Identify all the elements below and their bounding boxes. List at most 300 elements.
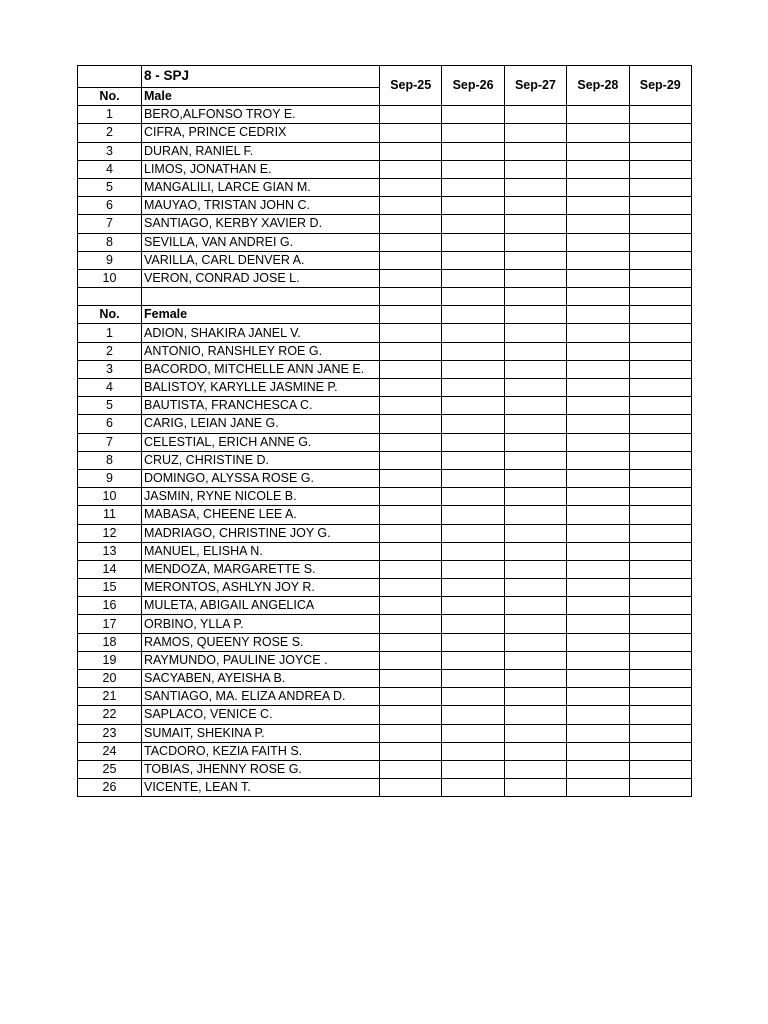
female-student-row: [78, 506, 692, 524]
date-header: Sep-26: [442, 66, 504, 106]
attendance-cell[interactable]: [629, 324, 691, 342]
attendance-cell[interactable]: [567, 233, 629, 251]
student-number: 4: [78, 379, 142, 397]
attendance-cell[interactable]: [442, 142, 504, 160]
attendance-cell[interactable]: [442, 451, 504, 469]
student-number: 3: [78, 142, 142, 160]
female-student-row: [78, 633, 692, 651]
attendance-cell[interactable]: [504, 506, 566, 524]
student-name: MERONTOS, ASHLYN JOY R.: [142, 579, 380, 597]
blank-cell: [567, 306, 629, 324]
attendance-cell[interactable]: [567, 215, 629, 233]
attendance-table-body: [78, 66, 692, 797]
attendance-cell[interactable]: [442, 397, 504, 415]
attendance-cell[interactable]: [442, 742, 504, 760]
student-number: 12: [78, 524, 142, 542]
female-student-row: [78, 560, 692, 578]
attendance-cell[interactable]: [629, 633, 691, 651]
attendance-cell[interactable]: [504, 560, 566, 578]
student-number: 10: [78, 488, 142, 506]
student-name: MANGALILI, LARCE GIAN M.: [142, 178, 380, 196]
attendance-cell[interactable]: [504, 124, 566, 142]
attendance-cell[interactable]: [442, 760, 504, 778]
attendance-cell[interactable]: [504, 706, 566, 724]
attendance-cell[interactable]: [380, 106, 442, 124]
attendance-cell[interactable]: [629, 433, 691, 451]
student-name: TOBIAS, JHENNY ROSE G.: [142, 760, 380, 778]
attendance-cell[interactable]: [504, 451, 566, 469]
female-student-row: [78, 324, 692, 342]
attendance-cell[interactable]: [442, 415, 504, 433]
attendance-cell[interactable]: [629, 379, 691, 397]
student-name: SACYABEN, AYEISHA B.: [142, 670, 380, 688]
student-name: DOMINGO, ALYSSA ROSE G.: [142, 469, 380, 487]
female-student-row: [78, 433, 692, 451]
attendance-cell[interactable]: [504, 197, 566, 215]
attendance-cell[interactable]: [504, 688, 566, 706]
female-student-row: [78, 688, 692, 706]
female-student-row: [78, 379, 692, 397]
attendance-cell[interactable]: [567, 142, 629, 160]
student-name: MANUEL, ELISHA N.: [142, 542, 380, 560]
student-number: 14: [78, 560, 142, 578]
class-title: 8 - SPJ: [142, 66, 380, 88]
female-student-row: [78, 524, 692, 542]
attendance-cell[interactable]: [504, 178, 566, 196]
student-number: 3: [78, 360, 142, 378]
attendance-cell[interactable]: [504, 760, 566, 778]
female-student-row: [78, 342, 692, 360]
student-number: 20: [78, 670, 142, 688]
student-number: 21: [78, 688, 142, 706]
attendance-cell[interactable]: [442, 560, 504, 578]
student-number: 6: [78, 197, 142, 215]
blank-cell: [442, 306, 504, 324]
attendance-cell[interactable]: [567, 324, 629, 342]
attendance-cell[interactable]: [504, 651, 566, 669]
student-number: 2: [78, 124, 142, 142]
attendance-cell[interactable]: [567, 760, 629, 778]
student-number: 1: [78, 324, 142, 342]
attendance-cell[interactable]: [380, 542, 442, 560]
attendance-cell[interactable]: [380, 160, 442, 178]
student-name: BACORDO, MITCHELLE ANN JANE E.: [142, 360, 380, 378]
attendance-cell[interactable]: [629, 397, 691, 415]
attendance-cell[interactable]: [380, 178, 442, 196]
attendance-cell[interactable]: [442, 233, 504, 251]
attendance-cell[interactable]: [629, 215, 691, 233]
attendance-cell[interactable]: [504, 597, 566, 615]
student-number: 6: [78, 415, 142, 433]
attendance-cell[interactable]: [442, 469, 504, 487]
male-student-row: [78, 269, 692, 287]
student-number: 17: [78, 615, 142, 633]
attendance-cell[interactable]: [380, 670, 442, 688]
separator-row: [78, 288, 692, 306]
attendance-cell[interactable]: [380, 579, 442, 597]
student-name: ADION, SHAKIRA JANEL V.: [142, 324, 380, 342]
attendance-cell[interactable]: [380, 342, 442, 360]
student-name: BAUTISTA, FRANCHESCA C.: [142, 397, 380, 415]
attendance-cell[interactable]: [442, 524, 504, 542]
attendance-cell[interactable]: [380, 360, 442, 378]
attendance-cell[interactable]: [629, 724, 691, 742]
attendance-cell[interactable]: [380, 633, 442, 651]
attendance-cell[interactable]: [504, 342, 566, 360]
male-student-row: [78, 142, 692, 160]
male-student-row: [78, 106, 692, 124]
attendance-cell[interactable]: [442, 506, 504, 524]
attendance-cell[interactable]: [504, 779, 566, 797]
male-student-row: [78, 160, 692, 178]
attendance-cell[interactable]: [504, 379, 566, 397]
attendance-cell[interactable]: [567, 724, 629, 742]
attendance-cell[interactable]: [442, 379, 504, 397]
male-student-row: [78, 197, 692, 215]
attendance-cell[interactable]: [629, 615, 691, 633]
student-number: 18: [78, 633, 142, 651]
attendance-cell[interactable]: [504, 233, 566, 251]
attendance-cell[interactable]: [567, 451, 629, 469]
attendance-cell[interactable]: [504, 724, 566, 742]
female-no-header: No.: [78, 306, 142, 324]
attendance-cell[interactable]: [567, 524, 629, 542]
attendance-cell[interactable]: [442, 160, 504, 178]
attendance-cell[interactable]: [380, 506, 442, 524]
attendance-cell[interactable]: [567, 651, 629, 669]
attendance-cell[interactable]: [380, 488, 442, 506]
attendance-cell[interactable]: [442, 670, 504, 688]
attendance-cell[interactable]: [442, 597, 504, 615]
attendance-cell[interactable]: [380, 688, 442, 706]
blank-cell: [78, 288, 142, 306]
student-name: MADRIAGO, CHRISTINE JOY G.: [142, 524, 380, 542]
student-number: 5: [78, 178, 142, 196]
attendance-cell[interactable]: [629, 106, 691, 124]
attendance-cell[interactable]: [442, 633, 504, 651]
attendance-cell[interactable]: [567, 779, 629, 797]
attendance-cell[interactable]: [567, 469, 629, 487]
attendance-cell[interactable]: [504, 106, 566, 124]
male-student-row: [78, 233, 692, 251]
student-number: 8: [78, 451, 142, 469]
attendance-cell[interactable]: [504, 524, 566, 542]
attendance-cell[interactable]: [629, 488, 691, 506]
student-name: CARIG, LEIAN JANE G.: [142, 415, 380, 433]
attendance-cell[interactable]: [442, 197, 504, 215]
attendance-cell[interactable]: [380, 560, 442, 578]
date-header: Sep-25: [380, 66, 442, 106]
male-no-header: No.: [78, 88, 142, 106]
female-header-row: [78, 306, 692, 324]
blank-cell: [78, 66, 142, 88]
attendance-cell[interactable]: [442, 688, 504, 706]
student-number: 2: [78, 342, 142, 360]
attendance-cell[interactable]: [629, 742, 691, 760]
date-header: Sep-28: [567, 66, 629, 106]
attendance-cell[interactable]: [380, 142, 442, 160]
attendance-cell[interactable]: [567, 433, 629, 451]
student-number: 4: [78, 160, 142, 178]
student-name: VICENTE, LEAN T.: [142, 779, 380, 797]
attendance-cell[interactable]: [629, 124, 691, 142]
attendance-cell[interactable]: [442, 651, 504, 669]
attendance-cell[interactable]: [380, 324, 442, 342]
blank-cell: [504, 306, 566, 324]
attendance-cell[interactable]: [380, 706, 442, 724]
attendance-cell[interactable]: [629, 360, 691, 378]
attendance-cell[interactable]: [504, 415, 566, 433]
female-student-row: [78, 542, 692, 560]
student-name: LIMOS, JONATHAN E.: [142, 160, 380, 178]
attendance-cell[interactable]: [442, 779, 504, 797]
attendance-cell[interactable]: [567, 506, 629, 524]
student-name: MULETA, ABIGAIL ANGELICA: [142, 597, 380, 615]
attendance-cell[interactable]: [380, 215, 442, 233]
attendance-cell[interactable]: [629, 233, 691, 251]
attendance-cell[interactable]: [567, 397, 629, 415]
attendance-cell[interactable]: [442, 178, 504, 196]
attendance-cell[interactable]: [380, 615, 442, 633]
student-name: MABASA, CHEENE LEE A.: [142, 506, 380, 524]
attendance-cell[interactable]: [504, 579, 566, 597]
student-number: 11: [78, 506, 142, 524]
attendance-cell[interactable]: [504, 269, 566, 287]
student-name: CRUZ, CHRISTINE D.: [142, 451, 380, 469]
male-section-label: Male: [142, 88, 380, 106]
attendance-cell[interactable]: [567, 742, 629, 760]
attendance-cell[interactable]: [629, 579, 691, 597]
attendance-cell[interactable]: [380, 433, 442, 451]
attendance-cell[interactable]: [504, 142, 566, 160]
female-student-row: [78, 706, 692, 724]
attendance-cell[interactable]: [567, 560, 629, 578]
attendance-cell[interactable]: [380, 397, 442, 415]
blank-cell: [567, 288, 629, 306]
attendance-cell[interactable]: [442, 269, 504, 287]
female-student-row: [78, 760, 692, 778]
attendance-cell[interactable]: [567, 670, 629, 688]
attendance-cell[interactable]: [629, 779, 691, 797]
student-name: SUMAIT, SHEKINA P.: [142, 724, 380, 742]
attendance-cell[interactable]: [442, 360, 504, 378]
attendance-cell[interactable]: [629, 269, 691, 287]
attendance-cell[interactable]: [567, 251, 629, 269]
student-number: 24: [78, 742, 142, 760]
attendance-cell[interactable]: [504, 488, 566, 506]
student-name: SEVILLA, VAN ANDREI G.: [142, 233, 380, 251]
attendance-cell[interactable]: [442, 106, 504, 124]
female-student-row: [78, 670, 692, 688]
attendance-cell[interactable]: [629, 160, 691, 178]
female-student-row: [78, 360, 692, 378]
attendance-cell[interactable]: [629, 197, 691, 215]
attendance-cell[interactable]: [504, 160, 566, 178]
date-header: Sep-29: [629, 66, 691, 106]
female-student-row: [78, 651, 692, 669]
attendance-cell[interactable]: [567, 178, 629, 196]
female-student-row: [78, 779, 692, 797]
attendance-cell[interactable]: [504, 633, 566, 651]
student-name: VARILLA, CARL DENVER A.: [142, 251, 380, 269]
student-name: RAMOS, QUEENY ROSE S.: [142, 633, 380, 651]
attendance-cell[interactable]: [380, 724, 442, 742]
attendance-cell[interactable]: [629, 542, 691, 560]
student-name: ORBINO, YLLA P.: [142, 615, 380, 633]
attendance-cell[interactable]: [504, 742, 566, 760]
attendance-cell[interactable]: [567, 342, 629, 360]
attendance-cell[interactable]: [629, 688, 691, 706]
attendance-cell[interactable]: [629, 469, 691, 487]
student-name: DURAN, RANIEL F.: [142, 142, 380, 160]
attendance-cell[interactable]: [629, 506, 691, 524]
attendance-cell[interactable]: [380, 469, 442, 487]
attendance-cell[interactable]: [380, 379, 442, 397]
attendance-cell[interactable]: [504, 251, 566, 269]
attendance-cell[interactable]: [629, 670, 691, 688]
student-number: 7: [78, 215, 142, 233]
student-number: 7: [78, 433, 142, 451]
attendance-cell[interactable]: [629, 560, 691, 578]
student-name: SAPLACO, VENICE C.: [142, 706, 380, 724]
female-student-row: [78, 397, 692, 415]
female-section-label: Female: [142, 306, 380, 324]
attendance-cell[interactable]: [629, 706, 691, 724]
student-name: SANTIAGO, MA. ELIZA ANDREA D.: [142, 688, 380, 706]
attendance-cell[interactable]: [567, 542, 629, 560]
student-number: 25: [78, 760, 142, 778]
attendance-cell[interactable]: [629, 251, 691, 269]
student-number: 19: [78, 651, 142, 669]
blank-cell: [629, 288, 691, 306]
attendance-cell[interactable]: [442, 251, 504, 269]
student-name: CELESTIAL, ERICH ANNE G.: [142, 433, 380, 451]
attendance-cell[interactable]: [380, 451, 442, 469]
blank-cell: [629, 306, 691, 324]
attendance-cell[interactable]: [380, 597, 442, 615]
attendance-cell[interactable]: [504, 324, 566, 342]
attendance-cell[interactable]: [629, 597, 691, 615]
attendance-cell[interactable]: [567, 706, 629, 724]
attendance-cell[interactable]: [504, 397, 566, 415]
student-name: SANTIAGO, KERBY XAVIER D.: [142, 215, 380, 233]
attendance-cell[interactable]: [629, 651, 691, 669]
male-student-row: [78, 124, 692, 142]
female-student-row: [78, 451, 692, 469]
student-number: 9: [78, 251, 142, 269]
blank-cell: [380, 288, 442, 306]
female-student-row: [78, 615, 692, 633]
attendance-cell[interactable]: [442, 579, 504, 597]
attendance-cell[interactable]: [567, 597, 629, 615]
attendance-cell[interactable]: [629, 524, 691, 542]
attendance-cell[interactable]: [442, 124, 504, 142]
student-number: 5: [78, 397, 142, 415]
attendance-cell[interactable]: [504, 670, 566, 688]
attendance-cell[interactable]: [567, 360, 629, 378]
attendance-cell[interactable]: [380, 742, 442, 760]
attendance-cell[interactable]: [629, 415, 691, 433]
attendance-cell[interactable]: [629, 451, 691, 469]
attendance-cell[interactable]: [380, 124, 442, 142]
student-name: JASMIN, RYNE NICOLE B.: [142, 488, 380, 506]
attendance-cell[interactable]: [629, 760, 691, 778]
female-student-row: [78, 742, 692, 760]
attendance-cell[interactable]: [567, 579, 629, 597]
female-student-row: [78, 597, 692, 615]
attendance-cell[interactable]: [567, 688, 629, 706]
attendance-cell[interactable]: [442, 615, 504, 633]
attendance-cell[interactable]: [380, 524, 442, 542]
student-number: 15: [78, 579, 142, 597]
attendance-cell[interactable]: [567, 106, 629, 124]
attendance-cell[interactable]: [442, 342, 504, 360]
attendance-cell[interactable]: [380, 197, 442, 215]
attendance-cell[interactable]: [380, 415, 442, 433]
attendance-cell[interactable]: [380, 760, 442, 778]
attendance-cell[interactable]: [442, 542, 504, 560]
attendance-cell[interactable]: [567, 379, 629, 397]
attendance-cell[interactable]: [567, 415, 629, 433]
attendance-cell[interactable]: [629, 178, 691, 196]
student-number: 13: [78, 542, 142, 560]
attendance-cell[interactable]: [442, 488, 504, 506]
student-name: VERON, CONRAD JOSE L.: [142, 269, 380, 287]
attendance-cell[interactable]: [504, 469, 566, 487]
attendance-cell[interactable]: [567, 269, 629, 287]
attendance-cell[interactable]: [380, 779, 442, 797]
student-name: ANTONIO, RANSHLEY ROE G.: [142, 342, 380, 360]
date-header: Sep-27: [504, 66, 566, 106]
attendance-cell[interactable]: [504, 360, 566, 378]
attendance-cell[interactable]: [442, 324, 504, 342]
attendance-cell[interactable]: [504, 615, 566, 633]
blank-cell: [442, 288, 504, 306]
female-student-row: [78, 469, 692, 487]
student-name: RAYMUNDO, PAULINE JOYCE .: [142, 651, 380, 669]
male-student-row: [78, 251, 692, 269]
attendance-cell[interactable]: [380, 233, 442, 251]
attendance-cell[interactable]: [504, 433, 566, 451]
blank-cell: [504, 288, 566, 306]
student-name: BALISTOY, KARYLLE JASMINE P.: [142, 379, 380, 397]
attendance-cell[interactable]: [380, 269, 442, 287]
attendance-cell[interactable]: [504, 542, 566, 560]
male-student-row: [78, 178, 692, 196]
student-number: 26: [78, 779, 142, 797]
attendance-cell[interactable]: [567, 615, 629, 633]
attendance-cell[interactable]: [567, 197, 629, 215]
attendance-cell[interactable]: [442, 724, 504, 742]
attendance-cell[interactable]: [629, 342, 691, 360]
title-row: [78, 66, 692, 88]
attendance-cell[interactable]: [442, 433, 504, 451]
student-name: BERO,ALFONSO TROY E.: [142, 106, 380, 124]
student-number: 23: [78, 724, 142, 742]
attendance-cell[interactable]: [567, 160, 629, 178]
attendance-cell[interactable]: [567, 488, 629, 506]
female-student-row: [78, 724, 692, 742]
attendance-cell[interactable]: [442, 706, 504, 724]
attendance-cell[interactable]: [567, 124, 629, 142]
attendance-cell[interactable]: [567, 633, 629, 651]
attendance-cell[interactable]: [504, 215, 566, 233]
student-number: 10: [78, 269, 142, 287]
attendance-cell[interactable]: [380, 251, 442, 269]
attendance-cell[interactable]: [380, 651, 442, 669]
attendance-cell[interactable]: [629, 142, 691, 160]
attendance-cell[interactable]: [442, 215, 504, 233]
